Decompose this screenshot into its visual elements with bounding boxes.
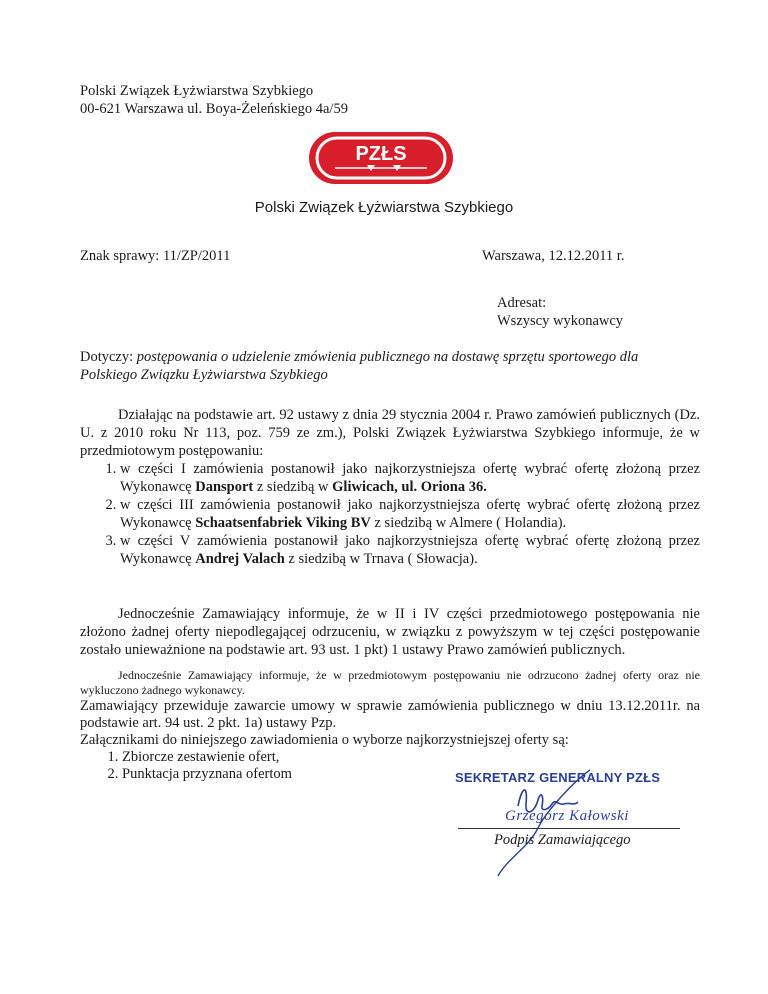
attachments-intro: Załącznikami do niniejszego zawiadomienia o wyborze najkorzystniejszej oferty są:: [80, 732, 569, 748]
signature-caption: Podpis Zamawiającego: [494, 832, 631, 848]
organization-title: Polski Związek Łyżwiarstwa Szybkiego: [254, 199, 514, 216]
subject-text: postępowania o udzielenie zmówienia publicznego na dostawę sprzętu sportowego dla Polskiego Związku Łyżwiarstwa Szybkiego: [80, 349, 639, 383]
place-date: Warszawa, 12.12.2011 r.: [482, 248, 625, 264]
attachments-list: [102, 749, 292, 783]
contractor-name: Schaatsenfabriek Viking BV: [195, 515, 371, 531]
addressee-value: Wszyscy wykonawcy: [497, 313, 624, 329]
addressee-block: [497, 294, 623, 330]
stamp-title: SEKRETARZ GENERALNY PZŁS: [455, 770, 661, 785]
selected-offers-list: [80, 460, 700, 568]
subject-line: [80, 348, 695, 384]
signature-line: [458, 828, 680, 829]
subject-label: Dotyczy:: [80, 349, 134, 365]
sender-name: Polski Związek Łyżwiarstwa Szybkiego: [80, 83, 314, 99]
pzls-logo: [307, 128, 455, 188]
no-rejection-paragraph: Jednocześnie Zamawiający informuje, że w przedmiotowym postępowaniu nie odrzucono żadnej oferty oraz nie wykluczono żadnego wykonawcy.: [80, 668, 700, 697]
addressee-label: Adresat:: [497, 295, 547, 311]
logo-text: PZŁS: [355, 143, 407, 165]
list-item: 1. w części I zamówienia postanowił jako najkorzystniejsza ofertę wybrać ofertę złożoną przez Wykonawcę Dansport z siedzibą w Gliwicach, ul. Oriona 36.: [120, 460, 700, 496]
intro-text: Działając na podstawie art. 92 ustawy z dnia 29 stycznia 2004 r. Prawo zamówień publicznych (Dz. U. z 2010 roku Nr 113, poz. 759 ze zm.), Polski Związek Łyżwiarstwa Szybkiego informuje, że w przedmiotowym postępowaniu:: [80, 407, 700, 459]
contractor-place: Gliwicach, ul. Oriona 36.: [332, 479, 487, 495]
list-item: 2. Punktacja przyznana ofertom: [122, 766, 292, 783]
sender-address: [80, 82, 348, 118]
case-number: Znak sprawy: 11/ZP/2011: [80, 248, 231, 264]
sender-street: 00-621 Warszawa ul. Boya-Żeleńskiego 4a/59: [80, 101, 348, 117]
annulment-paragraph: Jednocześnie Zamawiający informuje, że w II i IV części przedmiotowego postępowania nie złożono żadnej oferty niepodlegającej odrzuceniu, w związku z powyższym w tej części postępowanie zostało unieważnione na podstawie art. 93 ust. 1 pkt) 1 ustawy Prawo zamówień publicznych.: [80, 606, 700, 658]
stamp-name: Grzegorz Kałowski: [505, 808, 629, 824]
contractor-name: Andrej Valach: [195, 551, 285, 567]
list-item: 2. w części III zamówienia postanowił jako najkorzystniejsza ofertę wybrać ofertę złożoną przez Wykonawcę Schaatsenfabriek Viking BV z siedzibą w Almere ( Holandia).: [120, 496, 700, 532]
contractor-place: Słowacja: [416, 551, 470, 567]
contractor-name: Dansport: [195, 479, 254, 495]
contract-date-paragraph: Zamawiający przewiduje zawarcie umowy w sprawie zamówienia publicznego w dniu 13.12.2011r. na podstawie art. 94 ust. 2 pkt. 1a) ustawy Pzp.: [80, 698, 700, 731]
contractor-place: Holandia: [504, 515, 558, 531]
decision-paragraph: [80, 406, 700, 568]
list-item: 3. w części V zamówienia postanowił jako najkorzystniejsza ofertę wybrać ofertę złożoną przez Wykonawcę Andrej Valach z siedzibą w Trnava ( Słowacja).: [120, 532, 700, 568]
list-item: 1. Zbiorcze zestawienie ofert,: [122, 749, 292, 766]
